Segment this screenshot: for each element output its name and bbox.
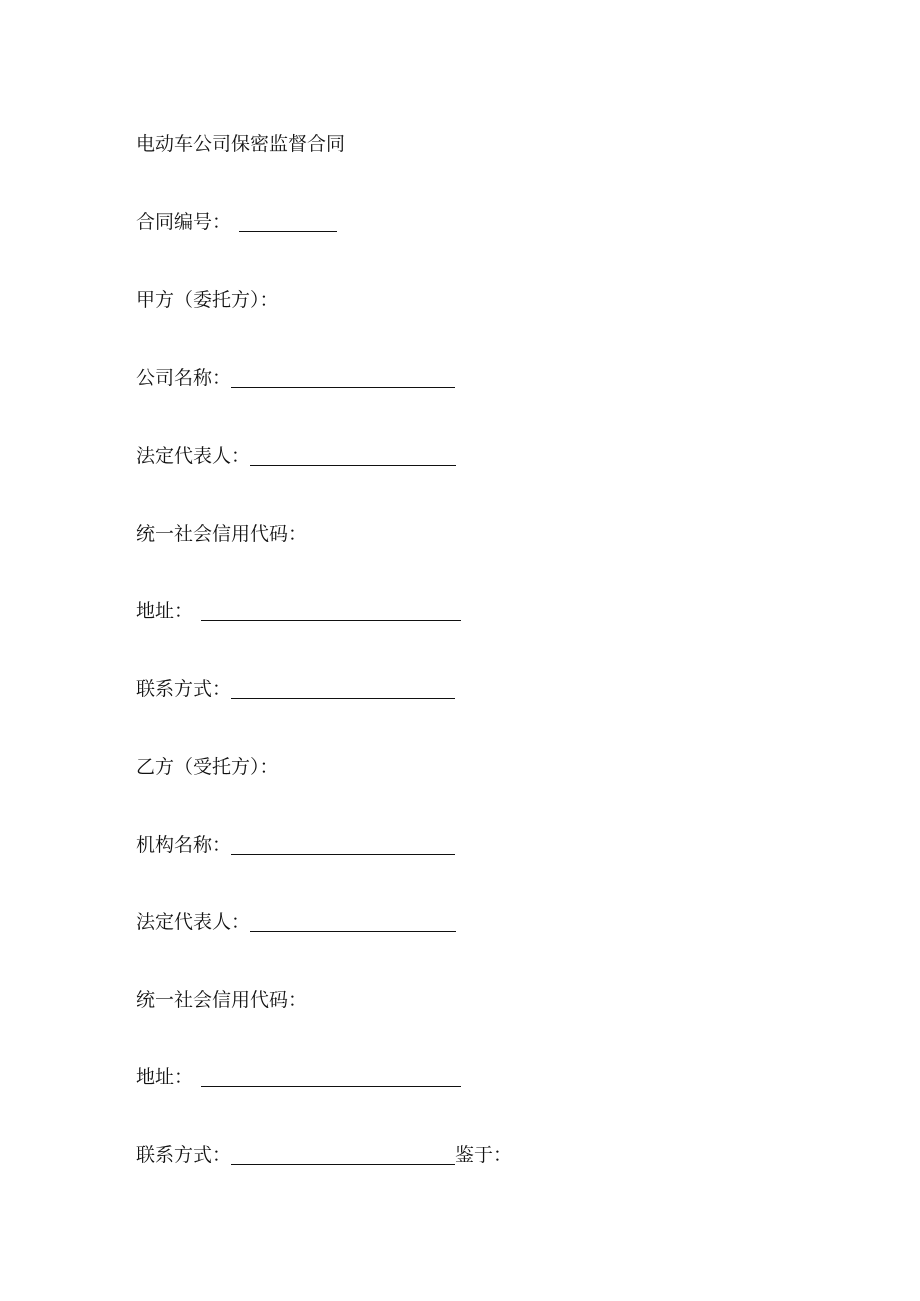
contract-number-label: 合同编号： <box>136 211 232 233</box>
party-a-address-row <box>136 597 461 625</box>
party-b-address-blank <box>201 1066 461 1087</box>
party-a-contact-row <box>136 675 455 703</box>
party-b-contact-label: 联系方式： <box>136 1144 232 1166</box>
party-b-address-label: 地址： <box>136 1066 194 1088</box>
party-b-heading <box>136 753 279 781</box>
document-title <box>136 130 345 158</box>
party-a-address-blank <box>201 600 461 621</box>
party-b-legal-rep-label: 法定代表人： <box>136 911 251 933</box>
party-a-legal-rep-blank <box>250 445 456 466</box>
party-b-heading-text: 乙方（受托方）： <box>136 756 279 778</box>
party-a-legal-rep-row <box>136 442 456 470</box>
party-a-heading-text: 甲方（委托方）： <box>136 289 279 311</box>
party-a-heading <box>136 286 279 314</box>
party-a-contact-label: 联系方式： <box>136 678 232 700</box>
party-b-legal-rep-row <box>136 908 456 936</box>
whereas-text: 鉴于： <box>455 1144 513 1166</box>
party-a-credit-code-label: 统一社会信用代码： <box>136 523 308 545</box>
party-b-address-row <box>136 1063 461 1091</box>
party-b-contact-row <box>136 1141 512 1169</box>
party-a-legal-rep-label: 法定代表人： <box>136 445 251 467</box>
party-a-company-blank <box>231 367 455 388</box>
party-a-company-row <box>136 364 455 392</box>
title-text: 电动车公司保密监督合同 <box>136 133 346 155</box>
party-a-contact-blank <box>231 678 455 699</box>
party-b-legal-rep-blank <box>250 911 456 932</box>
party-b-org-row <box>136 831 455 859</box>
party-b-org-label: 机构名称： <box>136 834 232 856</box>
party-a-credit-code-row <box>136 520 307 548</box>
contract-number-blank <box>239 211 337 232</box>
party-a-address-label: 地址： <box>136 600 194 622</box>
party-b-credit-code-row <box>136 986 307 1014</box>
contract-number-row <box>136 208 337 236</box>
party-b-org-blank <box>231 834 455 855</box>
party-b-contact-blank <box>231 1144 455 1165</box>
party-a-company-label: 公司名称： <box>136 367 232 389</box>
party-b-credit-code-label: 统一社会信用代码： <box>136 989 308 1011</box>
